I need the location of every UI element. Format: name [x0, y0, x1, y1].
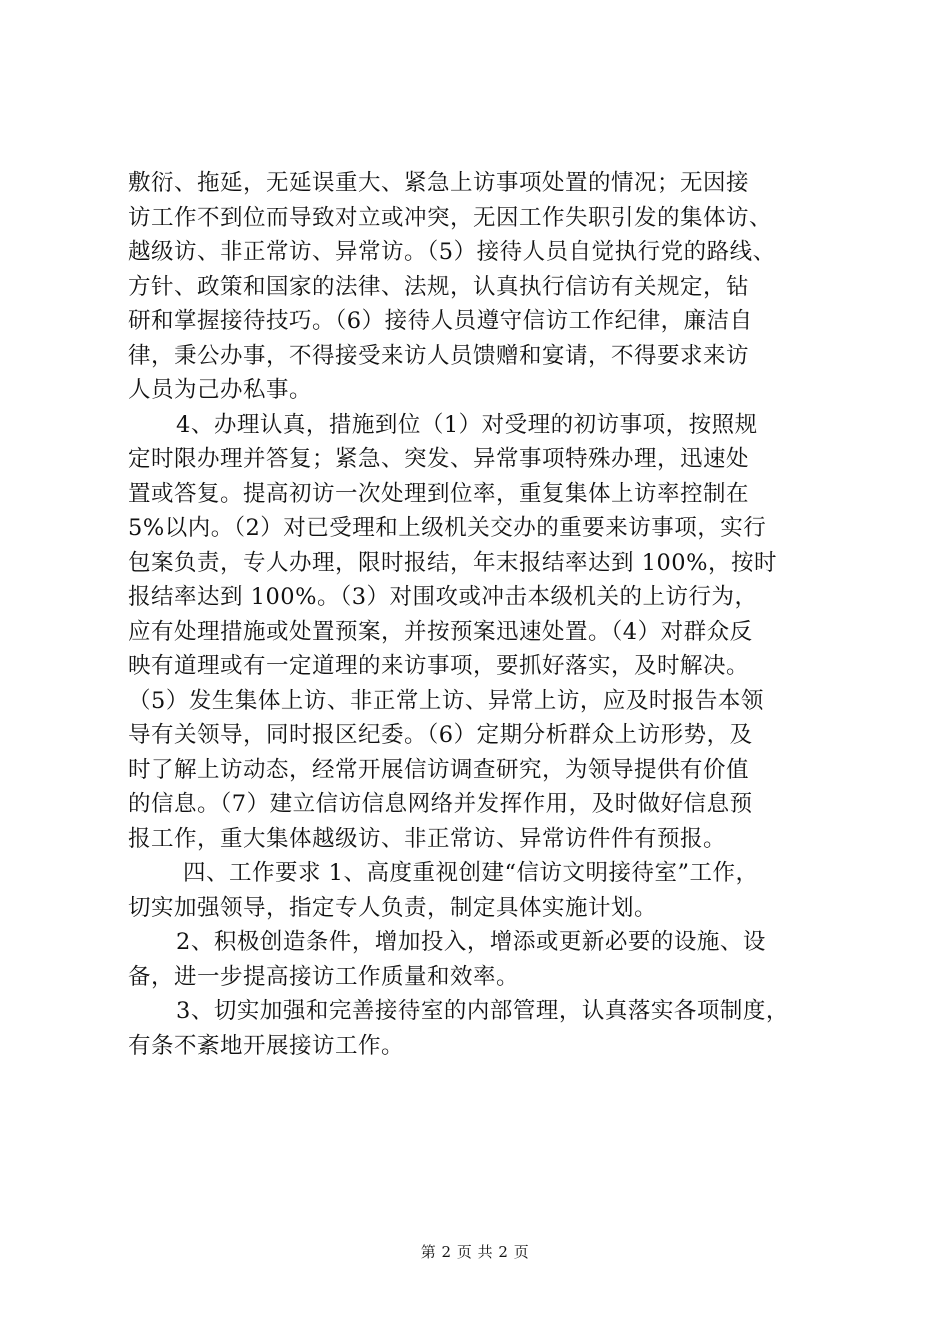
- text-line: 敷衍、拖延，无延误重大、紧急上访事项处置的情况；无因接: [128, 170, 750, 196]
- text-line: 访工作不到位而导致对立或冲突，无因工作失职引发的集体访、: [128, 204, 773, 231]
- text-line: 4、办理认真，措施到位（1）对受理的初访事项，按照规: [176, 411, 758, 438]
- text-line: 置或答复。提高初访一次处理到位率，重复集体上访率控制在: [128, 480, 750, 507]
- text-line: 2、积极创造条件，增加投入，增添或更新必要的设施、设: [176, 929, 766, 955]
- text-line: 映有道理或有一定道理的来访事项，要抓好落实，及时解决。: [128, 653, 750, 679]
- text-line: 备，进一步提高接访工作质量和效率。: [128, 963, 520, 990]
- text-line: 方针、政策和国家的法律、法规，认真执行信访有关规定，钻: [128, 273, 750, 300]
- text-line: 切实加强领导，指定专人负责，制定具体实施计划。: [128, 894, 658, 921]
- page-footer: 第 2 页 共 2 页: [420, 1243, 530, 1261]
- text-line: 包案负责，专人办理，限时报结，年末报结率达到 100%，按时: [128, 549, 777, 576]
- text-line: 导有关领导，同时报区纪委。（6）定期分析群众上访形势，及: [128, 722, 753, 748]
- text-line: 人员为己办私事。: [128, 377, 313, 403]
- text-line: 5%以内。（2）对已受理和上级机关交办的重要来访事项，实行: [128, 515, 767, 541]
- document-body: [128, 166, 838, 1063]
- text-line: 律，秉公办事，不得接受来访人员馈赠和宴请，不得要求来访: [128, 342, 750, 369]
- text-line: 应有处理措施或处置预案，并按预案迅速处置。（4）对群众反: [128, 618, 753, 645]
- text-line: 报工作，重大集体越级访、非正常访、异常访件件有预报。: [128, 825, 727, 852]
- text-line: 时了解上访动态，经常开展信访调查研究，为领导提供有价值: [128, 756, 750, 783]
- text-line: 越级访、非正常访、异常访。（5）接待人员自觉执行党的路线、: [128, 239, 776, 265]
- text-line: 报结率达到 100%。（3）对围攻或冲击本级机关的上访行为，: [128, 584, 758, 610]
- text-line: 定时限办理并答复；紧急、突发、异常事项特殊办理，迅速处: [128, 446, 750, 472]
- text-line: （5）发生集体上访、非正常上访、异常上访，应及时报告本领: [128, 687, 764, 714]
- text-line: 研和掌握接待技巧。（6）接待人员遵守信访工作纪律，廉洁自: [128, 308, 753, 334]
- text-line: 四、工作要求 1、高度重视创建“信访文明接待室”工作，: [183, 860, 759, 886]
- text-line: 的信息。（7）建立信访信息网络并发挥作用，及时做好信息预: [128, 791, 753, 817]
- text-line: 3、切实加强和完善接待室的内部管理，认真落实各项制度，: [176, 998, 789, 1024]
- text-line: 有条不紊地开展接访工作。: [128, 1032, 405, 1059]
